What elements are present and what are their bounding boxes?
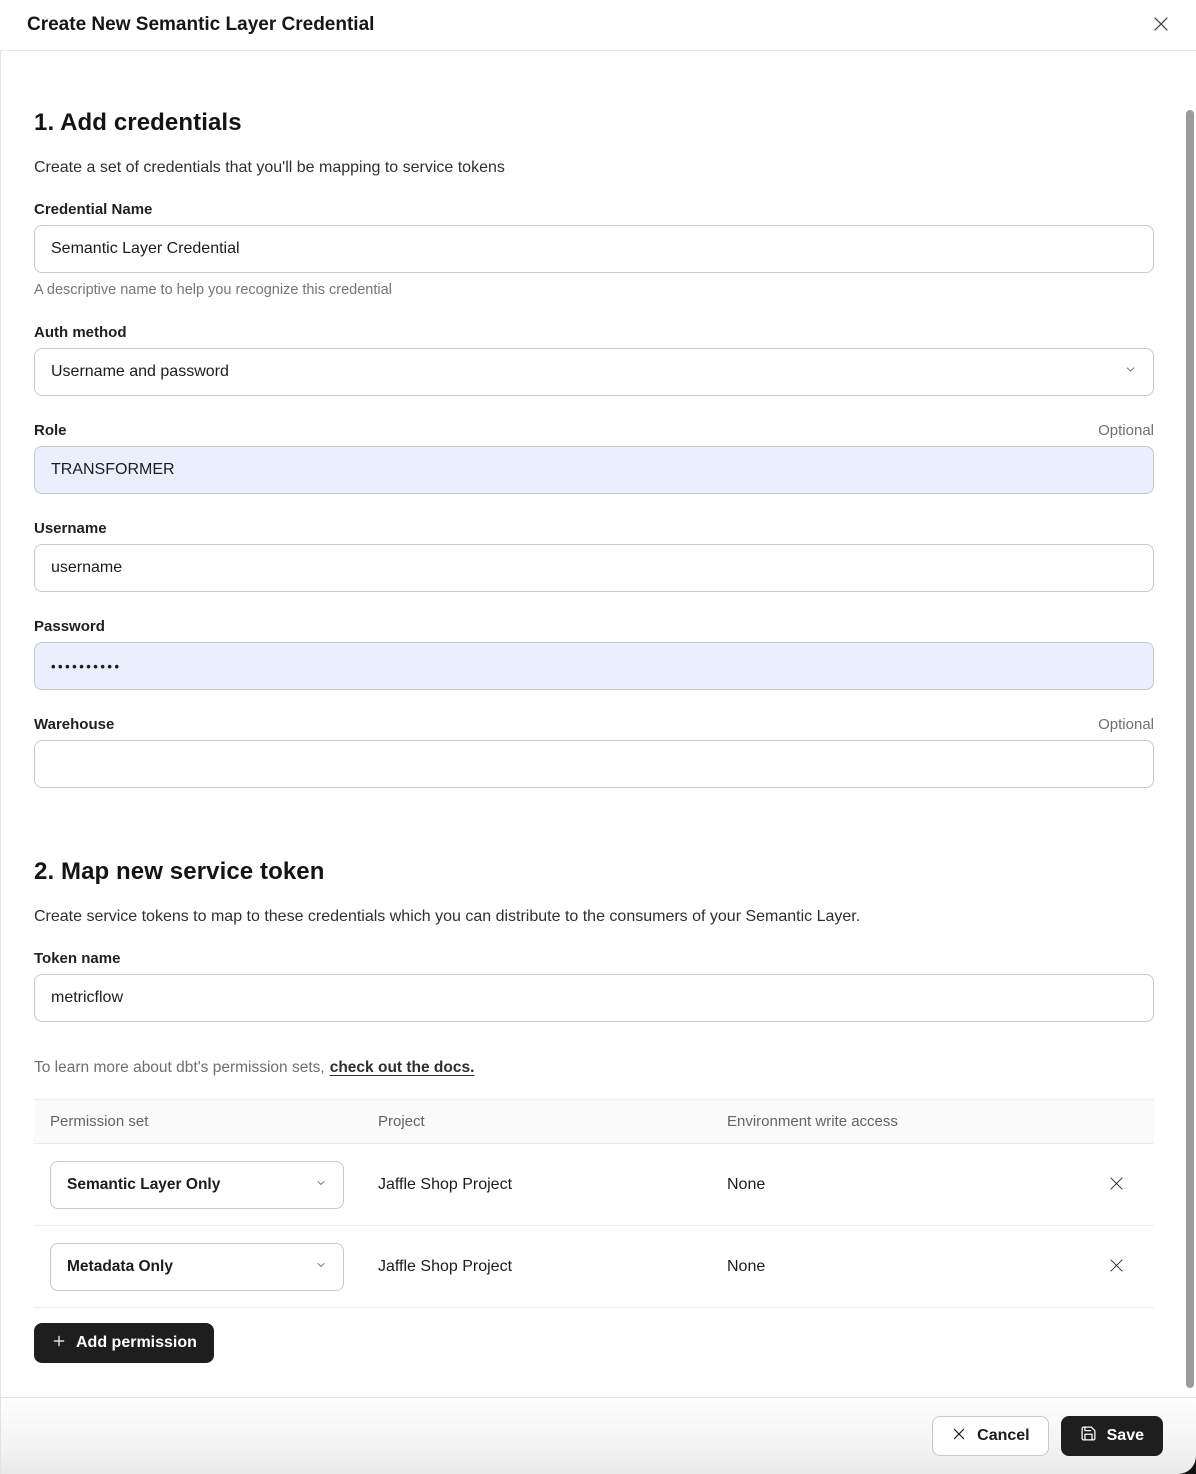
col-header-env-write-access: Environment write access (727, 1113, 898, 1130)
cancel-button[interactable] (932, 1416, 1048, 1456)
chevron-down-icon (1124, 363, 1137, 381)
permissions-table-header (34, 1099, 1154, 1144)
permission-set-select[interactable] (50, 1161, 344, 1209)
table-row (34, 1144, 1154, 1226)
username-input[interactable] (34, 544, 1154, 592)
username-label: Username (34, 520, 107, 537)
credential-name-input[interactable] (34, 225, 1154, 273)
save-floppy-icon (1080, 1425, 1097, 1447)
add-permission-label: Add permission (76, 1334, 197, 1351)
password-label: Password (34, 618, 105, 635)
modal-body (0, 109, 1196, 1363)
role-input[interactable] (34, 446, 1154, 494)
docs-line-text: To learn more about dbt's permission sets, (34, 1059, 325, 1076)
plus-icon (51, 1333, 67, 1354)
password-field (34, 618, 1154, 690)
auth-method-field (34, 324, 1154, 396)
role-field (34, 422, 1154, 494)
permissions-table (34, 1099, 1154, 1308)
scrollbar[interactable] (1186, 110, 1194, 1388)
docs-link[interactable]: check out the docs. (329, 1059, 475, 1076)
remove-icon (1107, 1256, 1126, 1278)
permission-set-selected-value: Metadata Only (67, 1257, 173, 1275)
section-1-description: Create a set of credentials that you'll be mapping to service tokens (34, 159, 505, 176)
token-name-input[interactable] (34, 974, 1154, 1022)
section-1-heading: 1. Add credentials (34, 109, 242, 136)
modal-header (0, 0, 1196, 51)
warehouse-label: Warehouse (34, 716, 115, 733)
remove-icon (1107, 1174, 1126, 1196)
auth-method-select[interactable] (34, 348, 1154, 396)
credential-name-helper: A descriptive name to help you recognize this credential (34, 282, 392, 298)
cancel-label: Cancel (977, 1427, 1030, 1444)
chevron-down-icon (315, 1258, 327, 1276)
col-header-project: Project (378, 1113, 425, 1130)
warehouse-input[interactable] (34, 740, 1154, 788)
credential-name-field (34, 201, 1154, 298)
section-2-description: Create service tokens to map to these credentials which you can distribute to the consumers of your Semantic Layer. (34, 908, 861, 925)
permission-set-selected-value: Semantic Layer Only (67, 1175, 221, 1193)
warehouse-field (34, 716, 1154, 788)
role-optional-badge: Optional (1098, 422, 1154, 439)
add-permission-button[interactable] (34, 1323, 214, 1363)
close-icon (1150, 13, 1172, 38)
project-cell: Jaffle Shop Project (378, 1257, 513, 1275)
col-header-permission-set: Permission set (50, 1113, 149, 1130)
close-button[interactable] (1146, 9, 1176, 42)
modal-footer (0, 1397, 1196, 1474)
remove-row-button[interactable] (1103, 1170, 1130, 1200)
token-name-field (34, 950, 1154, 1022)
table-row (34, 1226, 1154, 1308)
role-label: Role (34, 422, 67, 439)
env-write-access-cell: None (727, 1257, 766, 1275)
credential-name-label: Credential Name (34, 201, 153, 218)
auth-method-label: Auth method (34, 324, 127, 341)
section-2-heading: 2. Map new service token (34, 858, 325, 885)
save-button[interactable] (1061, 1416, 1163, 1456)
save-label: Save (1106, 1427, 1144, 1444)
auth-method-selected-value: Username and password (51, 363, 229, 380)
warehouse-optional-badge: Optional (1098, 716, 1154, 733)
cancel-x-icon (951, 1426, 967, 1447)
remove-row-button[interactable] (1103, 1252, 1130, 1282)
chevron-down-icon (315, 1176, 327, 1194)
page-edge-divider (0, 51, 1, 1474)
env-write-access-cell: None (727, 1175, 766, 1193)
username-field (34, 520, 1154, 592)
permission-docs-line (34, 1059, 1154, 1077)
modal-title: Create New Semantic Layer Credential (27, 14, 375, 35)
password-input[interactable] (34, 642, 1154, 690)
token-name-label: Token name (34, 950, 121, 967)
project-cell: Jaffle Shop Project (378, 1175, 513, 1193)
permission-set-select[interactable] (50, 1243, 344, 1291)
